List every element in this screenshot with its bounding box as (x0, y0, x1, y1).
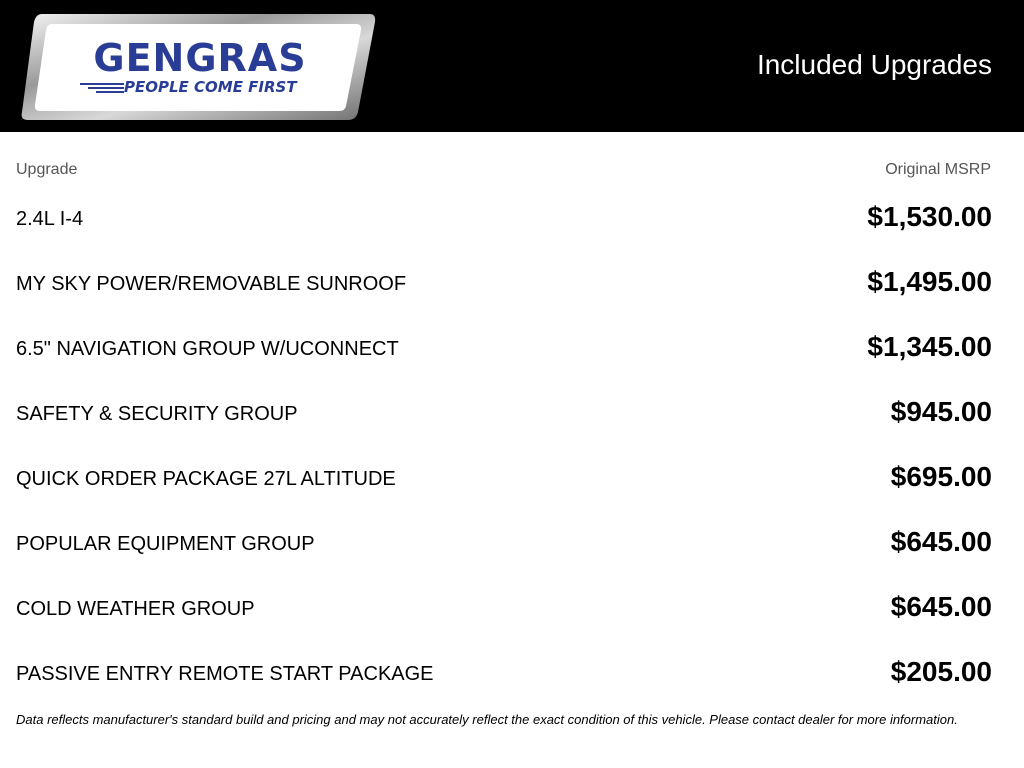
upgrade-name: MY SKY POWER/REMOVABLE SUNROOF (16, 273, 407, 295)
upgrade-name: 2.4L I-4 (16, 208, 84, 230)
column-header-msrp: Original MSRP (885, 161, 991, 178)
upgrade-name: COLD WEATHER GROUP (16, 598, 255, 620)
upgrades-table (0, 185, 1024, 705)
table-row (0, 445, 1024, 510)
logo-wordmark: GENGRAS (93, 36, 307, 80)
table-row (0, 250, 1024, 315)
column-header-upgrade: Upgrade (16, 161, 78, 178)
page-header (0, 0, 1024, 132)
table-row (0, 315, 1024, 380)
logo-speed-lines-icon (80, 82, 126, 94)
logo-tagline: PEOPLE COME FIRST (124, 78, 297, 96)
table-row (0, 380, 1024, 445)
table-row (0, 510, 1024, 575)
table-row (0, 575, 1024, 640)
upgrade-name: 6.5" NAVIGATION GROUP W/UCONNECT (16, 338, 399, 360)
upgrade-price: $1,345.00 (867, 331, 992, 362)
upgrade-price: $1,495.00 (867, 266, 992, 297)
disclaimer-text: Data reflects manufacturer's standard build and pricing and may not accurately reflect the exact condition of this vehicle. Please contact dealer for more information. (16, 712, 958, 727)
upgrade-price: $645.00 (890, 591, 992, 622)
upgrade-name: PASSIVE ENTRY REMOTE START PACKAGE (16, 663, 434, 685)
table-row (0, 640, 1024, 705)
upgrade-price: $205.00 (890, 656, 992, 687)
upgrade-price: $695.00 (890, 461, 992, 492)
upgrade-name: SAFETY & SECURITY GROUP (16, 403, 298, 425)
gengras-logo (20, 12, 376, 122)
upgrade-price: $645.00 (890, 526, 992, 557)
table-row (0, 185, 1024, 250)
upgrade-price: $945.00 (890, 396, 992, 427)
upgrade-name: POPULAR EQUIPMENT GROUP (16, 533, 315, 555)
upgrade-name: QUICK ORDER PACKAGE 27L ALTITUDE (16, 468, 396, 490)
page-title: Included Upgrades (756, 49, 992, 80)
upgrade-price: $1,530.00 (867, 201, 992, 232)
